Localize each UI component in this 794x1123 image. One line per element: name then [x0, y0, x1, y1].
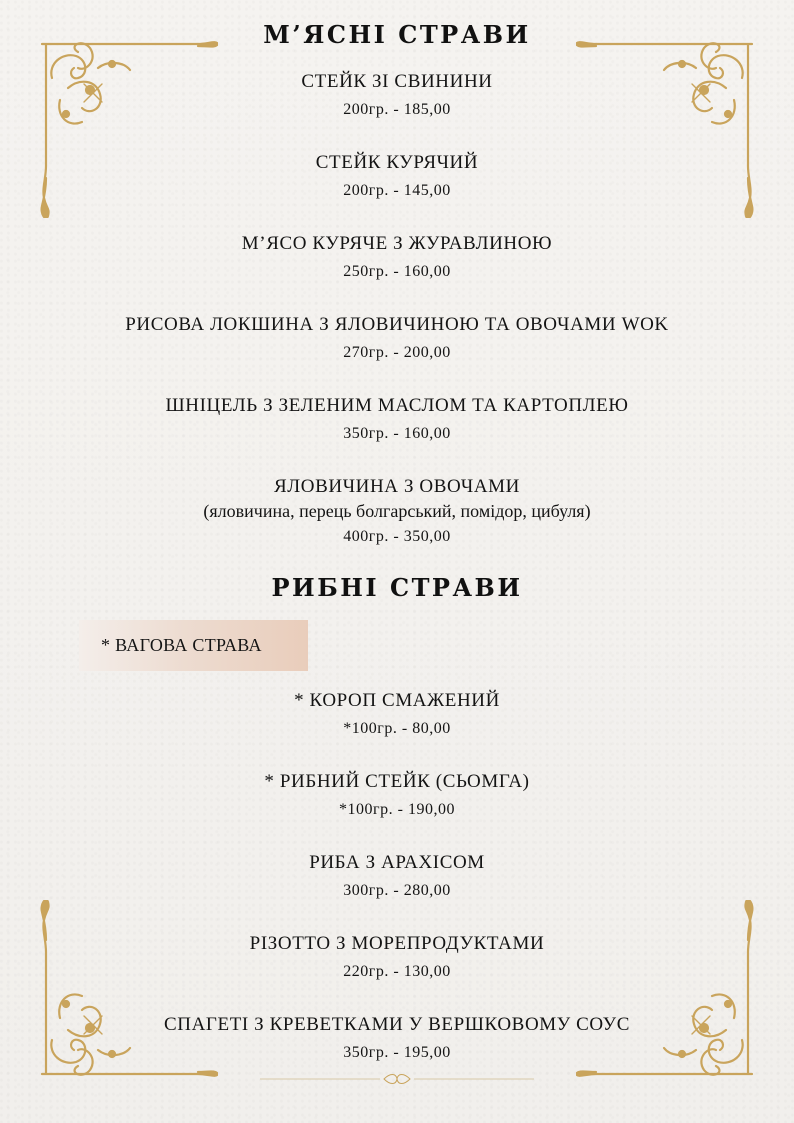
dish-ingredients: (яловичина, перець болгарський, помідор, цибуля) — [203, 501, 591, 521]
dish-name: * КОРОП СМАЖЕНИЙ — [294, 690, 500, 711]
dish-name: ЯЛОВИЧИНА З ОВОЧАМИ — [274, 476, 520, 497]
section-title-fish: РИБНІ СТРАВИ — [271, 573, 523, 602]
dish-name: ШНІЦЕЛЬ З ЗЕЛЕНИМ МАСЛОМ ТА КАРТОПЛЕЮ — [165, 395, 629, 416]
dish-item — [0, 151, 794, 203]
weighted-dish-badge — [79, 620, 308, 671]
dish-name: * РИБНИЙ СТЕЙК (СЬОМГА) — [264, 771, 530, 792]
dish-price: 200гр. - 145,00 — [343, 182, 451, 199]
dish-price: 250гр. - 160,00 — [343, 263, 451, 280]
dish-price: 300гр. - 280,00 — [343, 882, 451, 899]
dish-item — [0, 770, 794, 822]
dish-name: РІЗОТТО З МОРЕПРОДУКТАМИ — [249, 933, 545, 954]
dish-item — [0, 394, 794, 446]
badge-label: * ВАГОВА СТРАВА — [101, 635, 262, 655]
dish-name: СПАГЕТІ З КРЕВЕТКАМИ У ВЕРШКОВОМУ СОУС — [163, 1014, 631, 1035]
dish-item — [0, 475, 794, 549]
section-title-meat: М’ЯСНІ СТРАВИ — [263, 20, 531, 49]
dish-item — [0, 232, 794, 284]
dish-price: *100гр. - 190,00 — [339, 801, 455, 818]
dish-item — [0, 1013, 794, 1065]
dish-name: СТЕЙК ЗІ СВИНИНИ — [301, 71, 493, 92]
dish-price: 220гр. - 130,00 — [343, 963, 451, 980]
dish-name: РИБА З АРАХІСОМ — [309, 852, 485, 873]
ornament-divider-icon — [260, 1070, 534, 1082]
dish-price: 350гр. - 160,00 — [343, 425, 451, 442]
dish-price: *100гр. - 80,00 — [343, 720, 451, 737]
dish-item — [0, 932, 794, 984]
dish-price: 400гр. - 350,00 — [343, 528, 451, 545]
dish-item — [0, 313, 794, 365]
dish-item — [0, 70, 794, 122]
dish-price: 270гр. - 200,00 — [343, 344, 451, 361]
dish-price: 350гр. - 195,00 — [343, 1044, 451, 1061]
dish-name: М’ЯСО КУРЯЧЕ З ЖУРАВЛИНОЮ — [241, 233, 553, 254]
dish-name: СТЕЙК КУРЯЧИЙ — [315, 152, 479, 173]
dish-name: РИСОВА ЛОКШИНА З ЯЛОВИЧИНОЮ ТА ОВОЧАМИ WOK — [125, 314, 669, 335]
dish-item — [0, 689, 794, 741]
dish-item — [0, 851, 794, 903]
dish-price: 200гр. - 185,00 — [343, 101, 451, 118]
